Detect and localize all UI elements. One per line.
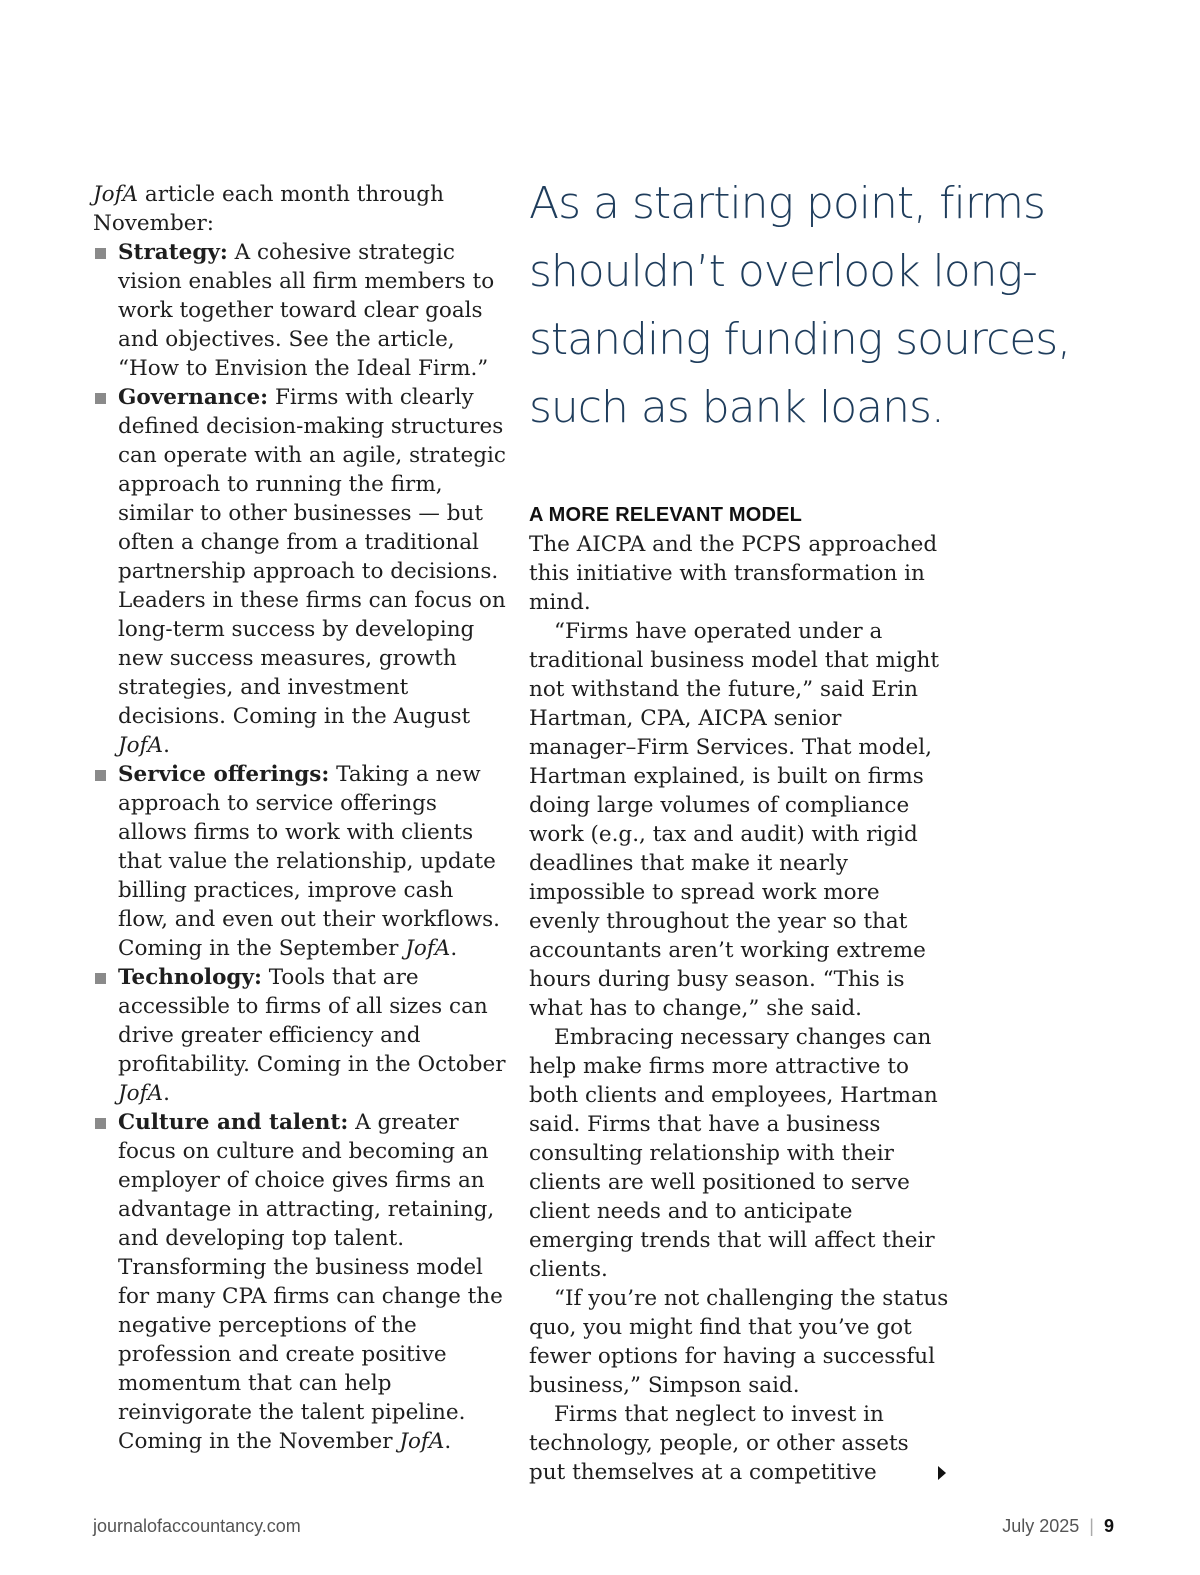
square-bullet-icon <box>95 770 106 781</box>
page-number: 9 <box>1103 1516 1114 1536</box>
square-bullet-icon <box>95 248 106 259</box>
square-bullet-icon <box>95 393 106 404</box>
body-paragraph: Embracing necessary changes can help make firms more attractive to both clients and employees, Hartman said. Firms that have a business consulting relationship with their clients are well positioned to serve client needs and to anticipate emerging trends that will affect their clients. <box>529 1025 938 1282</box>
list-item: Technology: Tools that are accessible to firms of all sizes can drive greater efficiency and profitability. Coming in the October JofA. <box>93 963 508 1108</box>
section-heading: A MORE RELEVANT MODEL <box>529 504 803 526</box>
intro-paragraph: JofA article each month through November: <box>93 182 444 236</box>
list-item: Culture and talent: A greater focus on culture and becoming an employer of choice gives firms an advantage in attracting, retaining, and developing top talent. Transforming the business model for many CPA firms can change the negative perceptions of the profession and create positive momentum that can help reinvigorate the talent pipeline. Coming in the November JofA. <box>93 1108 508 1456</box>
page-footer <box>93 1516 1114 1544</box>
body-paragraph: The AICPA and the PCPS approached this initiative with transformation in mind. <box>529 532 938 615</box>
square-bullet-icon <box>95 973 106 984</box>
focus-area-list <box>93 238 508 1456</box>
footer-issue-info <box>1002 1516 1114 1537</box>
body-paragraph: “If you’re not challenging the status quo, you might find that you’ve got fewer options for having a successful business,” Simpson said. <box>529 1286 949 1398</box>
list-item: Governance: Firms with clearly defined decision-making structures can operate with an agile, strategic approach to running the firm, similar to other businesses — but often a change from a traditional partnership approach to decisions. Leaders in these firms can focus on long-term success by developing new success measures, growth strategies, and investment decisions. Coming in the August JofA. <box>93 383 508 760</box>
square-bullet-icon <box>95 1118 106 1129</box>
body-paragraph: Firms that neglect to invest in technology, people, or other assets put themselves at a competitive <box>529 1402 909 1485</box>
footer-website: journalofaccountancy.com <box>93 1516 301 1536</box>
continue-arrow-icon <box>938 1466 946 1480</box>
issue-date: July 2025 <box>1002 1516 1080 1536</box>
footer-separator: | <box>1089 1516 1094 1536</box>
right-column <box>529 501 949 1487</box>
left-column <box>93 180 508 1456</box>
list-item: Strategy: A cohesive strategic vision enables all firm members to work together toward clear goals and objectives. See the article, “How to Envision the Ideal Firm.” <box>93 238 508 383</box>
list-item: Service offerings: Taking a new approach to service offerings allows firms to work with clients that value the relationship, update billing practices, improve cash flow, and even out their workflows. Coming in the September JofA. <box>93 760 508 963</box>
pull-quote: As a starting point, firms shouldn’t overlook long-standing funding sources, such as bank loans. <box>529 178 1071 433</box>
body-paragraph: “Firms have operated under a traditional business model that might not withstand the future,” said Erin Hartman, CPA, AICPA senior manager–Firm Services. That model, Hartman explained, is built on firms doing large volumes of compliance work (e.g., tax and audit) with rigid deadlines that make it nearly impossible to spread work more evenly throughout the year so that accountants aren’t working extreme hours during busy season. “This is what has to change,” she said. <box>529 619 940 1021</box>
publication-name: JofA <box>93 182 139 207</box>
